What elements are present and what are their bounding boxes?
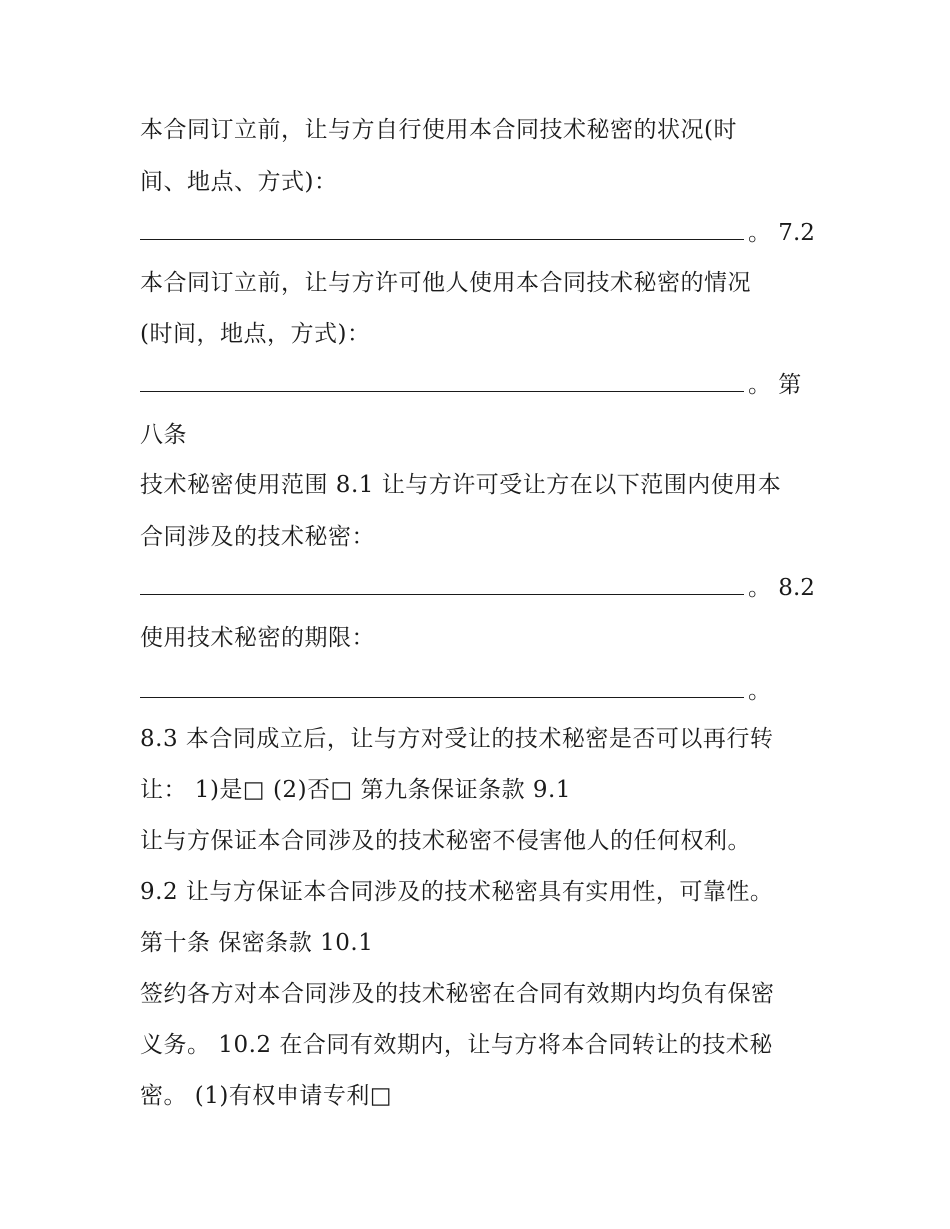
text-line-14: 签约各方对本合同涉及的技术秘密在合同有效期内均负有保密 bbox=[140, 981, 775, 1007]
text-line-1: 本合同订立前，让与方自行使用本合同技术秘密的状况(时 bbox=[140, 117, 737, 143]
text-line-5: 八条 bbox=[140, 422, 187, 448]
fill-in-blank-3 bbox=[140, 572, 815, 602]
text-line-7: 合同涉及的技术秘密： bbox=[140, 524, 375, 550]
blank-suffix-text: 。 第 bbox=[748, 372, 802, 398]
blank-underline bbox=[140, 369, 744, 392]
text-line-3: 本合同订立前，让与方许可他人使用本合同技术秘密的情况 bbox=[140, 270, 751, 296]
blank-suffix-text: 。 7.2 bbox=[748, 220, 815, 246]
blank-underline bbox=[140, 217, 744, 240]
text-line-11: 让与方保证本合同涉及的技术秘密不侵害他人的任何权利。 bbox=[140, 828, 751, 854]
blank-suffix-text: 。 bbox=[748, 678, 771, 704]
text-line-9: 8.3 本合同成立后，让与方对受让的技术秘密是否可以再行转 bbox=[140, 726, 774, 752]
fill-in-blank-1 bbox=[140, 217, 815, 247]
fill-in-blank-2 bbox=[140, 369, 801, 399]
text-line-13: 第十条 保密条款 10.1 bbox=[140, 930, 374, 956]
blank-underline bbox=[140, 572, 744, 595]
text-line-12: 9.2 让与方保证本合同涉及的技术秘密具有实用性，可靠性。 bbox=[140, 879, 774, 905]
text-line-4: (时间，地点，方式)： bbox=[140, 321, 371, 347]
text-line-15: 义务。 10.2 在合同有效期内，让与方将本合同转让的技术秘 bbox=[140, 1032, 773, 1058]
text-line-8: 使用技术秘密的期限： bbox=[140, 625, 375, 651]
text-line-10: 让： 1)是□ (2)否□ 第九条保证条款 9.1 bbox=[140, 777, 571, 803]
text-line-16: 密。 (1)有权申请专利□ bbox=[140, 1083, 393, 1109]
fill-in-blank-4 bbox=[140, 675, 771, 705]
text-line-6: 技术秘密使用范围 8.1 让与方许可受让方在以下范围内使用本 bbox=[140, 472, 782, 498]
blank-suffix-text: 。 8.2 bbox=[748, 575, 815, 601]
blank-underline bbox=[140, 675, 744, 698]
text-line-2: 间、地点、方式)： bbox=[140, 169, 338, 195]
